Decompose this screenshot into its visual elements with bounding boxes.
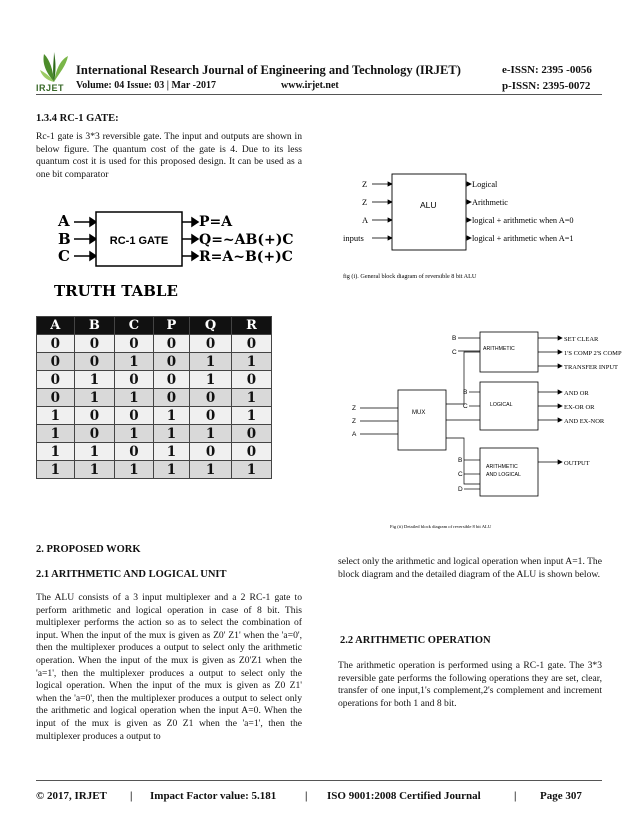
truth-table-cell: 1 — [153, 425, 190, 443]
truth-table-cell: 0 — [115, 371, 153, 389]
pissn: p-ISSN: 2395-0072 — [502, 80, 591, 92]
truth-table-cell: 0 — [190, 407, 232, 425]
truth-table-row — [37, 389, 272, 407]
truth-table-cell: 1 — [74, 443, 115, 461]
truth-table-cell: 1 — [74, 461, 115, 479]
alu-output-a1: logical + arithmetic when A=1 — [472, 234, 574, 243]
truth-table-cell: 1 — [74, 371, 115, 389]
footer-copyright: © 2017, IRJET — [36, 790, 107, 802]
section-21-text-right: select only the arithmetic and logical operation when input A=1. The block diagram and the detailed diagram of the ALU is shown below. — [338, 556, 602, 580]
truth-table-cell: 0 — [74, 425, 115, 443]
truth-table-row — [37, 443, 272, 461]
rc1-gate-figure — [36, 204, 326, 300]
truth-table-cell: 0 — [231, 335, 271, 353]
mux-input-a: A — [352, 431, 357, 438]
truth-table-cell: 0 — [231, 425, 271, 443]
truth-table-cell: 1 — [37, 407, 75, 425]
truth-table-cell: 1 — [37, 461, 75, 479]
truth-table-cell: 0 — [231, 443, 271, 461]
arith-block-label: ARITHMETIC — [483, 346, 515, 352]
rc1-output-p: P=A — [199, 214, 233, 230]
leaf-logo-icon — [36, 50, 72, 84]
truth-table-cell: 0 — [115, 407, 153, 425]
footer-sep-1: | — [130, 790, 133, 802]
truth-table-cell: 0 — [37, 389, 75, 407]
alu-input-z2: Z — [362, 197, 368, 207]
truth-table-cell: 1 — [115, 389, 153, 407]
mux-input-z1: Z — [352, 405, 356, 412]
truth-table-header — [37, 317, 272, 335]
al-input-b: B — [458, 457, 463, 464]
logical-input-b: B — [463, 389, 468, 396]
truth-table-cell: 1 — [153, 461, 190, 479]
section-21-heading: 2.1 ARITHMETIC AND LOGICAL UNIT — [36, 569, 227, 580]
truth-table-row — [37, 425, 272, 443]
truth-table-cell: 1 — [190, 353, 232, 371]
alu-output-a0: logical + arithmetic when A=0 — [472, 216, 574, 225]
al-input-c: C — [458, 471, 463, 478]
al-input-d: D — [458, 486, 463, 493]
detail-fig-caption: Fig (ii) Detailed block diagram of reversible 8 bit ALU — [390, 524, 492, 529]
alu-block-label: ALU — [420, 200, 437, 210]
truth-table-cell: 0 — [190, 389, 232, 407]
truth-table-cell: 1 — [190, 461, 232, 479]
truth-table-cell: 1 — [115, 461, 153, 479]
truth-table-cell: 1 — [231, 407, 271, 425]
truth-table-cell: 1 — [74, 389, 115, 407]
journal-title: International Research Journal of Engineering and Technology (IRJET) — [76, 63, 461, 77]
logical-output-and-or: AND OR — [564, 390, 589, 397]
col-q: Q — [190, 317, 232, 335]
rc1-output-r: R=A~B(+)C — [199, 249, 293, 265]
al-block-label-1: ARITHMETIC — [486, 464, 518, 470]
truth-table-cell: 1 — [115, 425, 153, 443]
truth-table-cell: 0 — [190, 335, 232, 353]
footer-iso: ISO 9001:2008 Certified Journal — [327, 790, 481, 802]
logical-output-and-exnor: AND EX-NOR — [564, 418, 605, 425]
truth-table-cell: 1 — [37, 425, 75, 443]
eissn: e-ISSN: 2395 -0056 — [502, 64, 592, 76]
col-c: C — [115, 317, 153, 335]
truth-table-cell: 1 — [115, 353, 153, 371]
truth-table-cell: 1 — [190, 371, 232, 389]
footer-page: Page 307 — [540, 790, 582, 802]
truth-table-cell: 1 — [153, 407, 190, 425]
truth-table-cell: 0 — [153, 353, 190, 371]
section-22-text: The arithmetic operation is performed using a RC-1 gate. The 3*3 reversible gate performs the following operations they are set, clear, transfer of one input,1's complement,2's complement and increment operations for both 1 and 8 bit. — [338, 660, 602, 709]
arith-input-c: C — [452, 349, 457, 356]
truth-table-cell: 0 — [37, 353, 75, 371]
truth-table-cell: 1 — [153, 443, 190, 461]
truth-table-row — [37, 335, 272, 353]
truth-table-row — [37, 407, 272, 425]
footer-rule — [36, 780, 602, 781]
truth-table-cell: 0 — [190, 443, 232, 461]
al-block-label-2: AND LOGICAL — [486, 472, 521, 478]
section-134-heading: 1.3.4 RC-1 GATE: — [36, 113, 119, 124]
arith-input-b: B — [452, 335, 457, 342]
footer-impact: Impact Factor value: 5.181 — [150, 790, 277, 802]
journal-url[interactable]: www.irjet.net — [281, 80, 339, 91]
footer-sep-3: | — [514, 790, 517, 802]
logo-text: IRJET — [36, 83, 65, 93]
rc1-input-c: C — [58, 247, 70, 265]
truth-table-cell: 0 — [153, 335, 190, 353]
logical-block-label: LOGICAL — [490, 402, 513, 408]
col-r: R — [231, 317, 271, 335]
logical-input-c: C — [463, 403, 468, 410]
rc1-gate-label: RC-1 GATE — [109, 235, 169, 247]
truth-table-cell: 0 — [74, 353, 115, 371]
truth-table-cell: 1 — [231, 461, 271, 479]
volume-issue: Volume: 04 Issue: 03 | Mar -2017 — [76, 80, 216, 91]
truth-table-cell: 0 — [115, 443, 153, 461]
truth-table-cell: 0 — [74, 335, 115, 353]
footer-sep-2: | — [305, 790, 308, 802]
section-134-text: Rc-1 gate is 3*3 reversible gate. The input and outputs are shown in below figure. The quantum cost of the gate is 4. Due to its less quantum cost it is used for this proposed design. It can be used as a one bit comparator — [36, 131, 302, 180]
alu-output-logical: Logical — [472, 180, 498, 189]
truth-table-cell: 1 — [231, 353, 271, 371]
truth-table-cell: 1 — [231, 389, 271, 407]
rc1-input-a: A — [58, 212, 70, 230]
alu-input-a: A — [362, 215, 369, 225]
alu-block-diagram — [340, 170, 602, 282]
col-p: P — [153, 317, 190, 335]
truth-table-cell: 0 — [153, 371, 190, 389]
truth-table-cell: 0 — [37, 371, 75, 389]
mux-block-label: MUX — [412, 410, 426, 416]
section-2-heading: 2. PROPOSED WORK — [36, 544, 141, 555]
truth-table-row — [37, 353, 272, 371]
section-21-text-left: The ALU consists of a 3 input multiplexer and a 2 RC-1 gate to perform arithmetic and logical operation in case of 8 bit. This multiplexer performs the action so as to select the combination of input. When the input of the mux is given as Z0' Z1' when the 'a=0', then the multiplexer produces a output to select only the arithmetic operation. When the input of the mux is given as Z0'Z1 when the 'a=1', then the multiplexer produces a output to select only the logical operation. When the input of the mux is given as Z0 Z1' when the 'a=0', then the multiplexer produces a output to select only the arithmetic and logical operation when the input A=0. When the input of the mux is given as Z0 Z1 when the 'a=1', then the multiplexer produces a output to — [36, 592, 302, 742]
truth-table-row — [37, 371, 272, 389]
truth-table-cell: 0 — [37, 335, 75, 353]
truth-table — [36, 316, 272, 479]
rc1-output-q: Q=~AB(+)C — [199, 232, 294, 248]
truth-table-cell: 0 — [231, 371, 271, 389]
alu-output-arith: Arithmetic — [472, 198, 508, 207]
section-22-heading: 2.2 ARITHMETIC OPERATION — [340, 635, 491, 646]
header-rule — [36, 94, 602, 95]
alu-detailed-diagram — [340, 326, 622, 532]
arith-output-set-clear: SET CLEAR — [564, 336, 599, 343]
alu-input-z1: Z — [362, 179, 368, 189]
truth-table-cell: 1 — [190, 425, 232, 443]
arith-output-transfer: TRANSFER INPUT — [564, 364, 618, 371]
alu-input-inputs: inputs — [343, 233, 364, 243]
arith-output-comp: 1'S COMP 2'S COMP — [564, 350, 622, 357]
truth-table-row — [37, 461, 272, 479]
truth-table-title: TRUTH TABLE — [54, 282, 178, 300]
mux-input-z2: Z — [352, 418, 356, 425]
alu-fig-caption: fig (i). General block diagram of reversible 8 bit ALU — [343, 273, 477, 280]
rc1-input-b: B — [58, 230, 71, 248]
truth-table-cell: 1 — [37, 443, 75, 461]
col-a: A — [37, 317, 75, 335]
col-b: B — [74, 317, 115, 335]
al-output: OUTPUT — [564, 460, 590, 467]
truth-table-cell: 0 — [115, 335, 153, 353]
truth-table-cell: 0 — [74, 407, 115, 425]
truth-table-cell: 0 — [153, 389, 190, 407]
logical-output-exor-or: EX-OR OR — [564, 404, 595, 411]
